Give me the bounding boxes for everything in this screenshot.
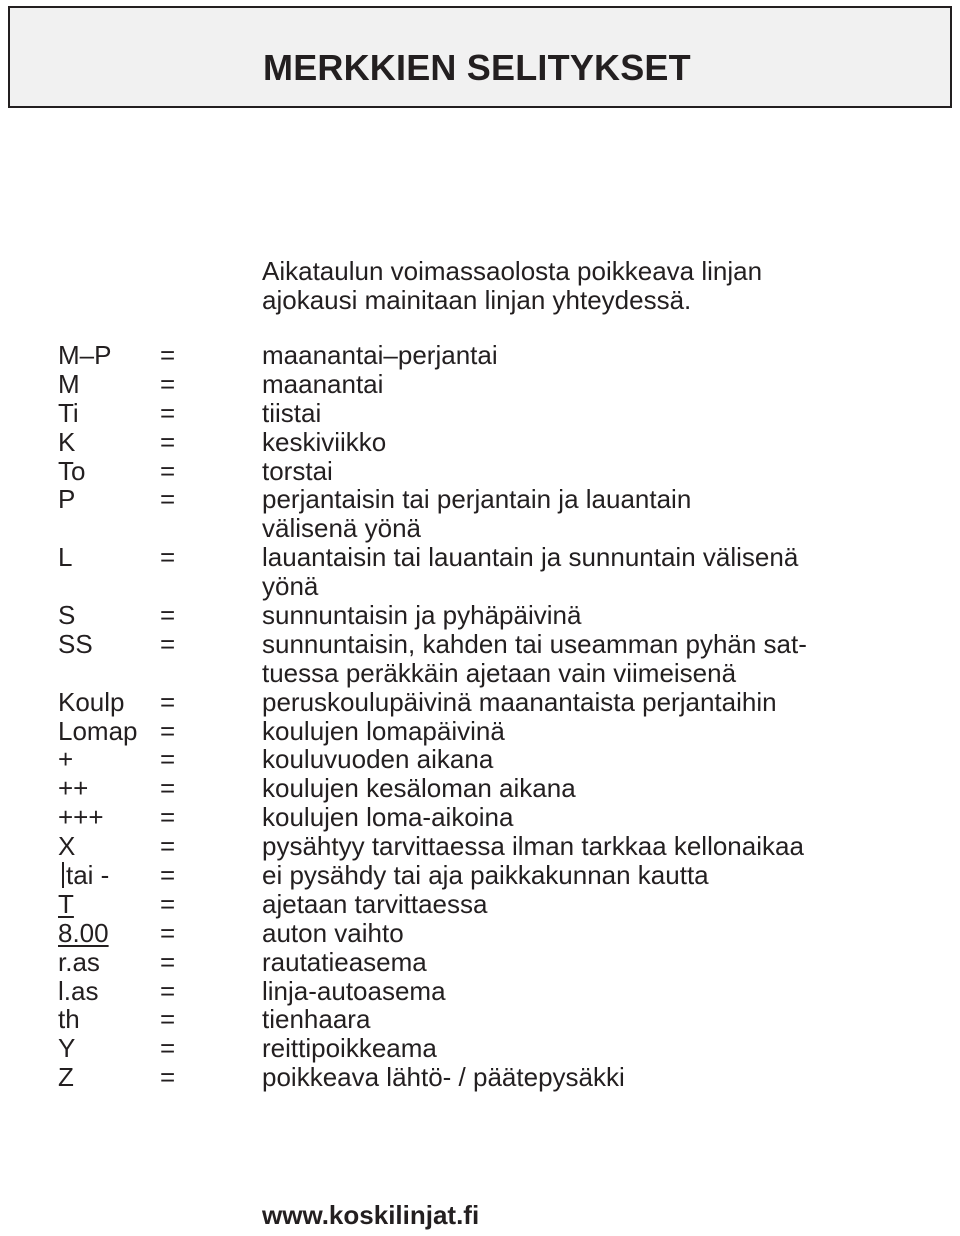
legend-code [58, 630, 93, 659]
legend-row [58, 428, 938, 457]
legend-code-text: tai - [66, 860, 110, 891]
legend-code-text: SS [58, 628, 93, 659]
legend-description-line: tienhaara [262, 1004, 371, 1035]
legend-code-text: Koulp [58, 686, 125, 717]
legend-code-text: X [58, 831, 76, 862]
legend-code-text: Z [58, 1062, 74, 1093]
equals-sign: = [160, 1004, 176, 1035]
equals-sign: = [160, 397, 176, 428]
equals-sign: = [160, 744, 176, 775]
legend-code-text: ++ [58, 773, 89, 804]
legend-list [58, 341, 938, 1092]
legend-description [262, 399, 938, 428]
legend-description [262, 861, 938, 890]
legend-code-text: r.as [58, 946, 100, 977]
page-title: MERKKIEN SELITYKSET [263, 47, 691, 88]
legend-description-line: perjantaisin tai perjantain ja lauantain [262, 484, 692, 515]
legend-code [58, 977, 98, 1006]
legend-description [262, 630, 938, 688]
legend-description-line: sunnuntaisin ja pyhäpäivinä [262, 600, 582, 631]
legend-description-line: poikkeava lähtö- / päätepysäkki [262, 1062, 625, 1093]
equals-sign: = [160, 426, 176, 457]
equals-sign: = [160, 484, 176, 515]
legend-code-text: S [58, 600, 76, 631]
legend-description [262, 832, 938, 861]
equals-sign: = [160, 368, 176, 399]
legend-description-line: torstai [262, 455, 333, 486]
equals-sign: = [160, 773, 176, 804]
legend-description-line: auton vaihto [262, 917, 404, 948]
legend-description [262, 803, 938, 832]
legend-description [262, 543, 938, 601]
legend-description-line: lauantaisin tai lauantain ja sunnuntain välisenä [262, 542, 799, 573]
legend-description-line: pysähtyy tarvittaessa ilman tarkkaa kellonaikaa [262, 831, 804, 862]
legend-code-text: th [58, 1004, 80, 1035]
legend-code-text: M [58, 368, 80, 399]
legend-description [262, 1005, 938, 1034]
legend-code [58, 774, 88, 803]
legend-description-line: maanantai [262, 368, 384, 399]
equals-sign: = [160, 888, 176, 919]
legend-code-text: Y [58, 1033, 76, 1064]
equals-sign: = [160, 802, 176, 833]
legend-code-text: l.as [58, 975, 99, 1006]
legend-code-text: To [58, 455, 86, 486]
legend-description [262, 1063, 938, 1092]
legend-row [58, 370, 938, 399]
legend-row [58, 630, 938, 688]
legend-row [58, 399, 938, 428]
legend-code [58, 543, 72, 572]
legend-description-line: keskiviikko [262, 426, 387, 457]
legend-code-text: T [58, 888, 74, 919]
legend-row [58, 890, 938, 919]
legend-description-line: välisenä yönä [262, 513, 421, 544]
legend-row [58, 341, 938, 370]
legend-code [58, 370, 80, 399]
legend-description-line: tuessa peräkkäin ajetaan vain viimeisenä [262, 657, 737, 688]
legend-description [262, 457, 938, 486]
legend-description-line: tiistai [262, 397, 322, 428]
legend-code [58, 745, 73, 774]
legend-row [58, 745, 938, 774]
legend-description [262, 485, 938, 543]
equals-sign: = [160, 455, 176, 486]
legend-description [262, 890, 938, 919]
legend-code [58, 890, 74, 919]
legend-description-line: reittipoikkeama [262, 1033, 437, 1064]
equals-sign: = [160, 860, 176, 891]
legend-description [262, 745, 938, 774]
intro-line-1: Aikataulun voimassaolosta poikkeava linjan [262, 256, 763, 286]
legend-description-line: koulujen lomapäivinä [262, 715, 505, 746]
intro-text [262, 257, 762, 315]
legend-code [58, 948, 100, 977]
legend-description [262, 688, 938, 717]
legend-code-text: +++ [58, 802, 104, 833]
equals-sign: = [160, 715, 176, 746]
legend-code [58, 861, 109, 890]
title-box [8, 6, 952, 108]
equals-sign: = [160, 542, 176, 573]
legend-code-text: M–P [58, 340, 112, 370]
legend-code [58, 399, 79, 428]
legend-description-line: koulujen loma-aikoina [262, 802, 514, 833]
legend-row [58, 485, 938, 543]
equals-sign: = [160, 831, 176, 862]
legend-description-line: yönä [262, 571, 319, 602]
legend-description [262, 919, 938, 948]
legend-row [58, 948, 938, 977]
equals-sign: = [160, 628, 176, 659]
legend-code [58, 428, 75, 457]
legend-row [58, 1063, 938, 1092]
equals-sign: = [160, 917, 176, 948]
equals-sign: = [160, 1033, 176, 1064]
legend-code [58, 341, 111, 370]
legend-row [58, 688, 938, 717]
legend-code [58, 1063, 74, 1092]
legend-code-text: L [58, 542, 73, 573]
equals-sign: = [160, 600, 176, 631]
legend-code-text: Lomap [58, 715, 138, 746]
legend-row [58, 774, 938, 803]
legend-row [58, 601, 938, 630]
legend-code-text: Ti [58, 397, 79, 428]
legend-code-text: 8.00 [58, 917, 109, 948]
legend-description [262, 948, 938, 977]
legend-row [58, 457, 938, 486]
legend-row [58, 1005, 938, 1034]
legend-code [58, 717, 138, 746]
legend-row [58, 717, 938, 746]
legend-code [58, 601, 75, 630]
legend-code [58, 1005, 80, 1034]
legend-description-line: rautatieasema [262, 946, 427, 977]
legend-description [262, 717, 938, 746]
legend-row [58, 803, 938, 832]
legend-description [262, 977, 938, 1006]
legend-row [58, 543, 938, 601]
legend-code [58, 919, 109, 948]
legend-description-line: kouluvuoden aikana [262, 744, 494, 775]
legend-code-text: + [58, 744, 74, 775]
legend-code [58, 832, 75, 861]
legend-code [58, 457, 85, 486]
equals-sign: = [160, 946, 176, 977]
legend-code [58, 803, 104, 832]
legend-description-line: ajetaan tarvittaessa [262, 888, 488, 919]
legend-description [262, 428, 938, 457]
legend-code-text: P [58, 484, 76, 515]
legend-row [58, 919, 938, 948]
equals-sign: = [160, 975, 176, 1006]
legend-row [58, 832, 938, 861]
legend-code-text: K [58, 426, 76, 457]
legend-description [262, 774, 938, 803]
legend-description-line: peruskoulupäivinä maanantaista perjantaihin [262, 686, 777, 717]
legend-row [58, 1034, 938, 1063]
vertical-bar-icon [62, 862, 64, 888]
website-link[interactable]: www.koskilinjat.fi [262, 1200, 480, 1230]
legend-code [58, 485, 75, 514]
equals-sign: = [160, 1062, 176, 1093]
legend-code [58, 1034, 75, 1063]
legend-description-line: linja-autoasema [262, 975, 446, 1006]
legend-description [262, 370, 938, 399]
legend-description [262, 341, 938, 370]
legend-row [58, 977, 938, 1006]
legend-row [58, 861, 938, 890]
legend-description-line: koulujen kesäloman aikana [262, 773, 576, 804]
legend-description [262, 1034, 938, 1063]
legend-code [58, 688, 125, 717]
legend-description-line: ei pysähdy tai aja paikkakunnan kautta [262, 860, 709, 891]
legend-description [262, 601, 938, 630]
equals-sign: = [160, 686, 176, 717]
legend-description-line: maanantai–perjantai [262, 340, 498, 370]
intro-line-2: ajokausi mainitaan linjan yhteydessä. [262, 285, 692, 315]
equals-sign: = [160, 340, 176, 370]
legend-description-line: sunnuntaisin, kahden tai useamman pyhän sat- [262, 628, 807, 659]
